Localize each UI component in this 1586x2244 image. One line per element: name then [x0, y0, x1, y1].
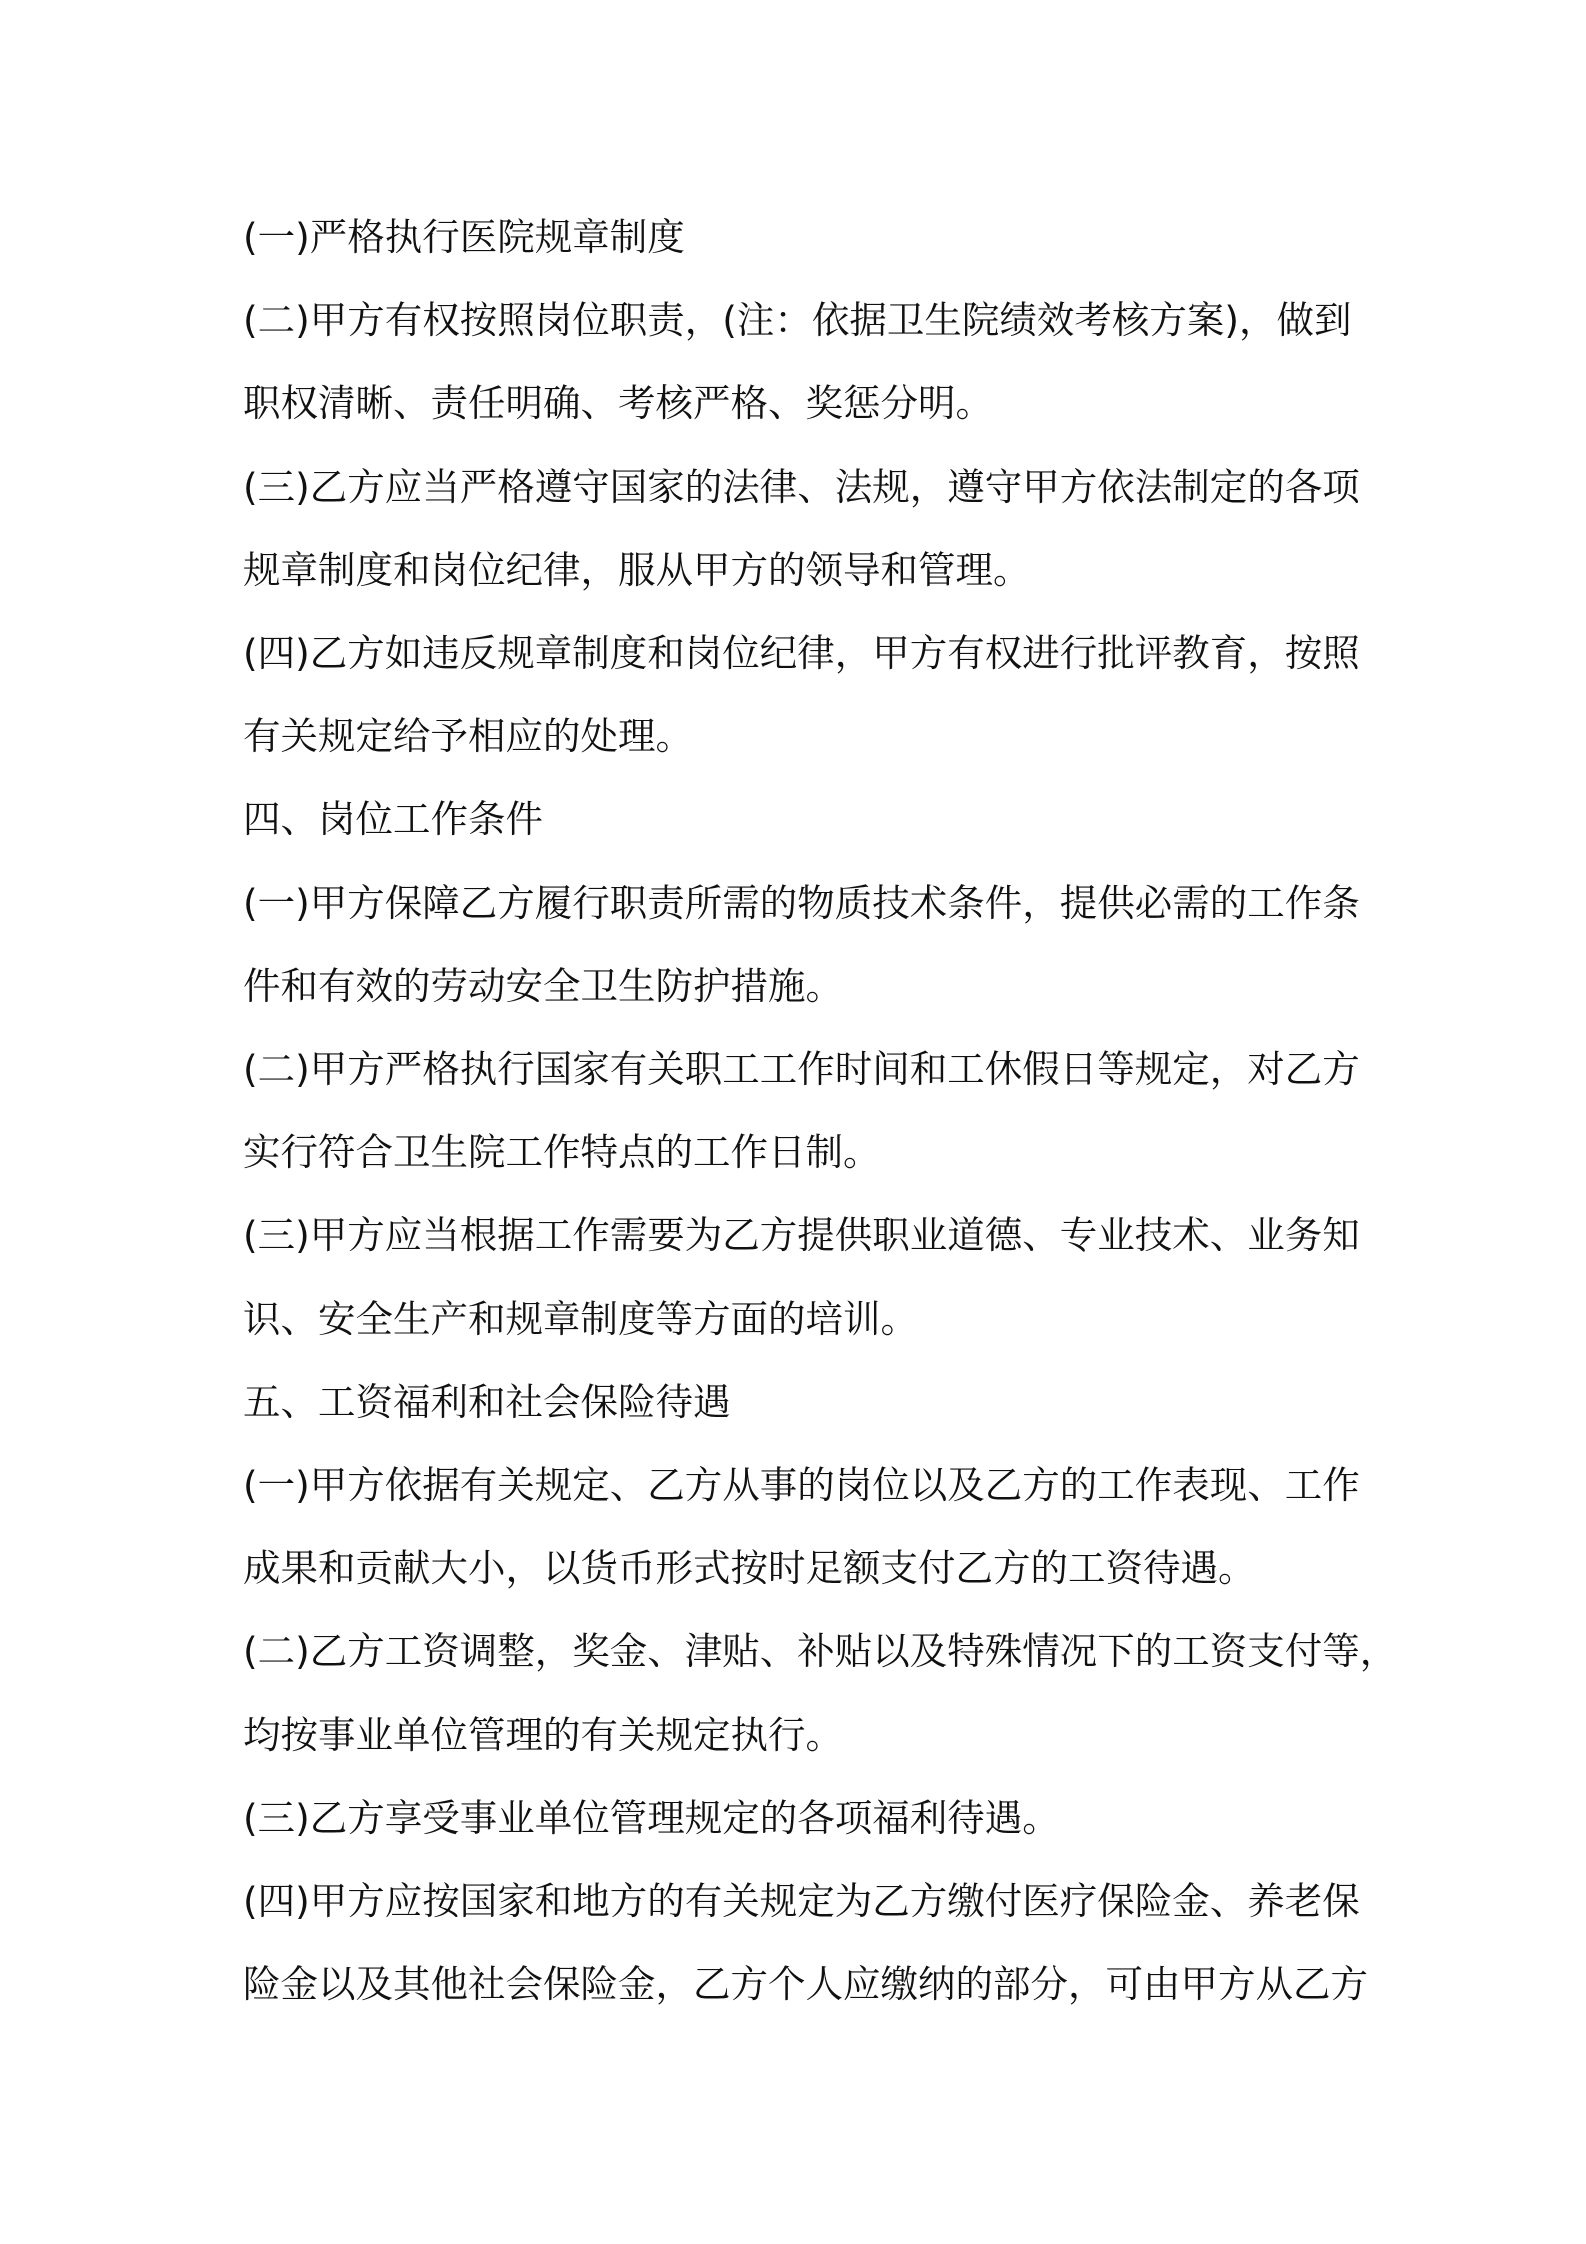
text-line: 成果和贡献大小，以货币形式按时足额支付乙方的工资待遇。	[243, 1546, 1256, 1591]
text-line: (四)乙方如违反规章制度和岗位纪律，甲方有权进行批评教育，按照	[243, 631, 1360, 676]
text-line: 规章制度和岗位纪律，服从甲方的领导和管理。	[243, 547, 1031, 592]
text-line: (一)甲方保障乙方履行职责所需的物质技术条件，提供必需的工作条	[243, 880, 1360, 925]
text-line: 识、安全生产和规章制度等方面的培训。	[243, 1296, 918, 1341]
text-line: 职权清晰、责任明确、考核严格、奖惩分明。	[243, 381, 993, 426]
text-line: (三)乙方享受事业单位管理规定的各项福利待遇。	[243, 1795, 1060, 1840]
section-heading: 五、工资福利和社会保险待遇	[243, 1379, 731, 1424]
text-line: (四)甲方应按国家和地方的有关规定为乙方缴付医疗保险金、养老保	[243, 1879, 1360, 1924]
text-line: 均按事业单位管理的有关规定执行。	[243, 1712, 843, 1757]
document-body	[243, 196, 1398, 2026]
text-line: 险金以及其他社会保险金，乙方个人应缴纳的部分，可由甲方从乙方	[243, 1962, 1368, 2007]
text-line: (二)乙方工资调整，奖金、津贴、补贴以及特殊情况下的工资支付等，	[243, 1629, 1398, 1674]
text-line: 件和有效的劳动安全卫生防护措施。	[243, 963, 843, 1008]
text-line: (一)甲方依据有关规定、乙方从事的岗位以及乙方的工作表现、工作	[243, 1463, 1360, 1508]
text-line: (三)乙方应当严格遵守国家的法律、法规，遵守甲方依法制定的各项	[243, 464, 1360, 509]
text-line: (一)严格执行医院规章制度	[243, 215, 685, 259]
section-heading: 四、岗位工作条件	[243, 797, 543, 842]
text-line: (二)甲方有权按照岗位职责，(注：依据卫生院绩效考核方案)，做到	[243, 298, 1352, 343]
text-line: (二)甲方严格执行国家有关职工工作时间和工休假日等规定，对乙方	[243, 1047, 1360, 1092]
text-line: 实行符合卫生院工作特点的工作日制。	[243, 1130, 881, 1175]
text-line: 有关规定给予相应的处理。	[243, 714, 693, 759]
text-line: (三)甲方应当根据工作需要为乙方提供职业道德、专业技术、业务知	[243, 1213, 1360, 1258]
